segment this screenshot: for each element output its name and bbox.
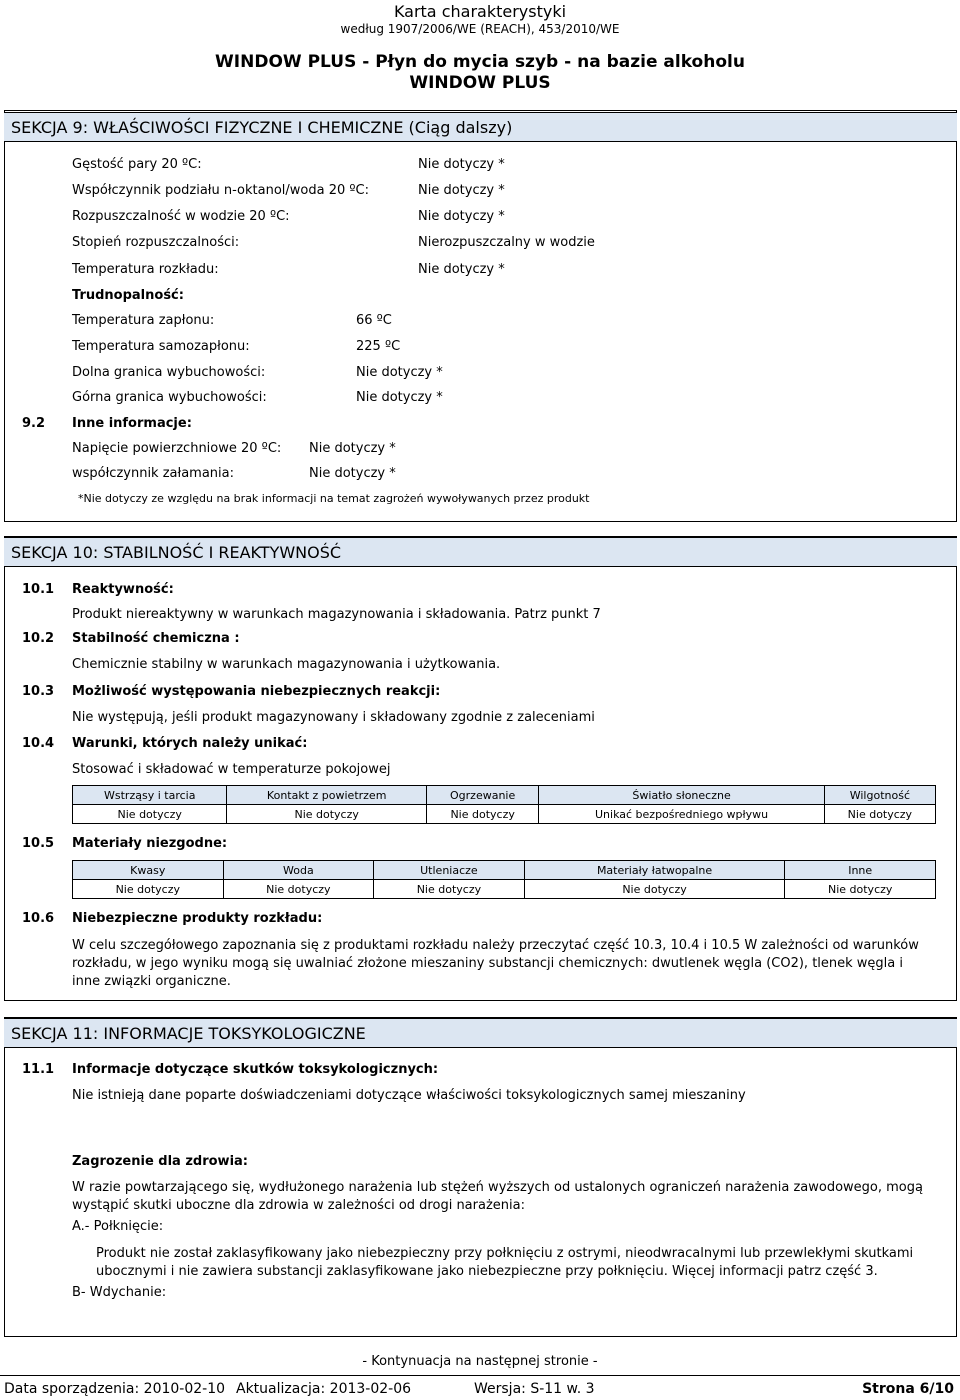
incompatible-materials-table [72,860,936,899]
table-cell: Nie dotyczy [73,880,224,899]
table-cell: Nie dotyczy [227,805,426,824]
footer-version: Wersja: S-11 w. 3 [474,1381,595,1397]
table-header-cell: Światło słoneczne [539,786,824,805]
document-type: Karta charakterystyki [393,2,567,21]
subsection-number: 10.1 [22,582,55,597]
subsection-number: 10.4 [22,736,55,751]
ingestion-text: Produkt nie został zaklasyfikowany jako niebezpieczny przy połknięciu z ostrymi, nieodwracalnymi lub przewlekłymi skutkami ubocznymi i nie zawiera substancji zaklasyfikowane jako niebezpieczne przy połknięciu. Więcej informacji patrz część 3. [96,1246,914,1279]
property-value: Nie dotyczy * [309,441,396,456]
footer-created-date: Data sporządzenia: 2010-02-10 [4,1381,226,1397]
property-value: Nie dotyczy * [418,183,505,198]
table-header-cell: Wilgotność [824,786,935,805]
subsection-title: Informacje dotyczące skutków toksykologicznych: [72,1062,439,1077]
product-name: WINDOW PLUS - Płyn do mycia szyb - na bazie alkoholu [215,52,745,72]
property-value: Nie dotyczy * [418,209,505,224]
property-value: 66 ºC [356,313,392,328]
footnote: *Nie dotyczy ze względu na brak informacji na temat zagrożeń wywoływanych przez produkt [78,492,590,505]
subsection-number: 10.3 [22,684,55,699]
table-header-cell: Utleniacze [374,861,525,880]
subsection-title: Możliwość występowania niebezpiecznych reakcji: [72,684,441,699]
property-value: Nie dotyczy * [356,390,443,405]
property-label: Gęstość pary 20 ºC: [72,157,202,172]
table-header-cell: Kwasy [73,861,224,880]
property-label: Temperatura rozkładu: [72,262,219,277]
property-label: Dolna granica wybuchowości: [72,365,266,380]
product-trade-name: WINDOW PLUS [409,73,551,93]
subsection-text: Nie występują, jeśli produkt magazynowany i składowany zgodnie z zaleceniami [72,710,595,725]
subsection-text: Chemicznie stabilny w warunkach magazynowania i użytkowania. [72,657,501,672]
subsection-text: Nie istnieją dane poparte doświadczeniami dotyczące właściwości toksykologicznych samej mieszaniny [72,1088,746,1103]
table-header-row [73,786,936,805]
subsection-number: 10.5 [22,836,55,851]
section-9-title: SEKCJA 9: WŁAŚCIWOŚCI FIZYCZNE I CHEMICZNE (Ciąg dalszy) [4,112,957,142]
table-header-row [73,861,936,880]
property-value: Nie dotyczy * [418,262,505,277]
section-11-title: SEKCJA 11: INFORMACJE TOKSYKOLOGICZNE [4,1018,957,1048]
property-value: 225 ºC [356,339,401,354]
subsection-number: 10.2 [22,631,55,646]
table-cell: Nie dotyczy [824,805,935,824]
property-label: Rozpuszczalność w wodzie 20 ºC: [72,209,290,224]
table-cell: Nie dotyczy [426,805,539,824]
subsection-title: Niebezpieczne produkty rozkładu: [72,911,323,926]
footer-updated-date: Aktualizacja: 2013-02-06 [236,1381,412,1397]
table-header-cell: Wstrząsy i tarcia [73,786,227,805]
footer-page-number: Strona 6/10 [862,1381,954,1397]
subsection-number: 9.2 [22,416,46,431]
property-label: Współczynnik podziału n-oktanol/woda 20 ºC: [72,183,369,198]
property-label: Stopień rozpuszczalności: [72,235,240,250]
table-cell: Nie dotyczy [223,880,374,899]
table-header-cell: Inne [785,861,936,880]
property-label: Temperatura samozapłonu: [72,339,250,354]
subsection-title: Warunki, których należy unikać: [72,736,308,751]
table-cell: Nie dotyczy [785,880,936,899]
health-hazard-text: W razie powtarzającego się, wydłużonego narażenia lub stężeń wyższych od ustalonych ograniczeń narażenia zawodowego, mogą wystąpić skutki uboczne dla zdrowia w zależności od drogi narażenia: [72,1180,923,1213]
property-value: Nie dotyczy * [356,365,443,380]
subsection-number: 11.1 [22,1062,55,1077]
table-cell: Unikać bezpośredniego wpływu [539,805,824,824]
conditions-to-avoid-table [72,785,936,824]
table-cell: Nie dotyczy [73,805,227,824]
table-header-cell: Materiały łatwopalne [524,861,785,880]
subsection-title: Inne informacje: [72,416,192,431]
continuation-note: - Kontynuacja na następnej stronie - [362,1354,598,1369]
flammability-heading: Trudnopalność: [72,288,184,303]
table-cell: Nie dotyczy [374,880,525,899]
inhalation-label: B- Wdychanie: [72,1285,167,1300]
ingestion-label: A.- Połknięcie: [72,1219,164,1234]
subsection-title: Materiały niezgodne: [72,836,228,851]
property-label: Napięcie powierzchniowe 20 ºC: [72,441,282,456]
property-value: Nierozpuszczalny w wodzie [418,235,595,250]
property-value: Nie dotyczy * [418,157,505,172]
subsection-title: Reaktywność: [72,582,174,597]
property-label: Górna granica wybuchowości: [72,390,267,405]
subsection-text: Produkt niereaktywny w warunkach magazynowania i składowania. Patrz punkt 7 [72,607,601,622]
table-header-cell: Woda [223,861,374,880]
table-header-cell: Ogrzewanie [426,786,539,805]
regulation-reference: według 1907/2006/WE (REACH), 453/2010/WE [340,22,620,36]
table-row [73,880,936,899]
subsection-text: W celu szczegółowego zapoznania się z produktami rozkładu należy przeczytać część 10.3, 10.4 i 10.5 W zależności od warunków rozkładu, w jego wyniku mogą się uwalniać złożone mieszaniny substancji chemicznych: dwutlenek węgla (CO2), tlenek węgla i inne związki organiczne. [72,938,919,989]
table-header-cell: Kontakt z powietrzem [227,786,426,805]
subsection-text: Stosować i składować w temperaturze pokojowej [72,762,391,777]
subsection-title: Stabilność chemiczna : [72,631,240,646]
property-value: Nie dotyczy * [309,466,396,481]
table-cell: Nie dotyczy [524,880,785,899]
section-10-title: SEKCJA 10: STABILNOŚĆ I REAKTYWNOŚĆ [4,537,957,567]
table-row [73,805,936,824]
health-hazard-title: Zagrozenie dla zdrowia: [72,1154,248,1169]
property-label: współczynnik załamania: [72,466,234,481]
footer-divider [0,1375,960,1376]
property-label: Temperatura zapłonu: [72,313,215,328]
subsection-number: 10.6 [22,911,55,926]
